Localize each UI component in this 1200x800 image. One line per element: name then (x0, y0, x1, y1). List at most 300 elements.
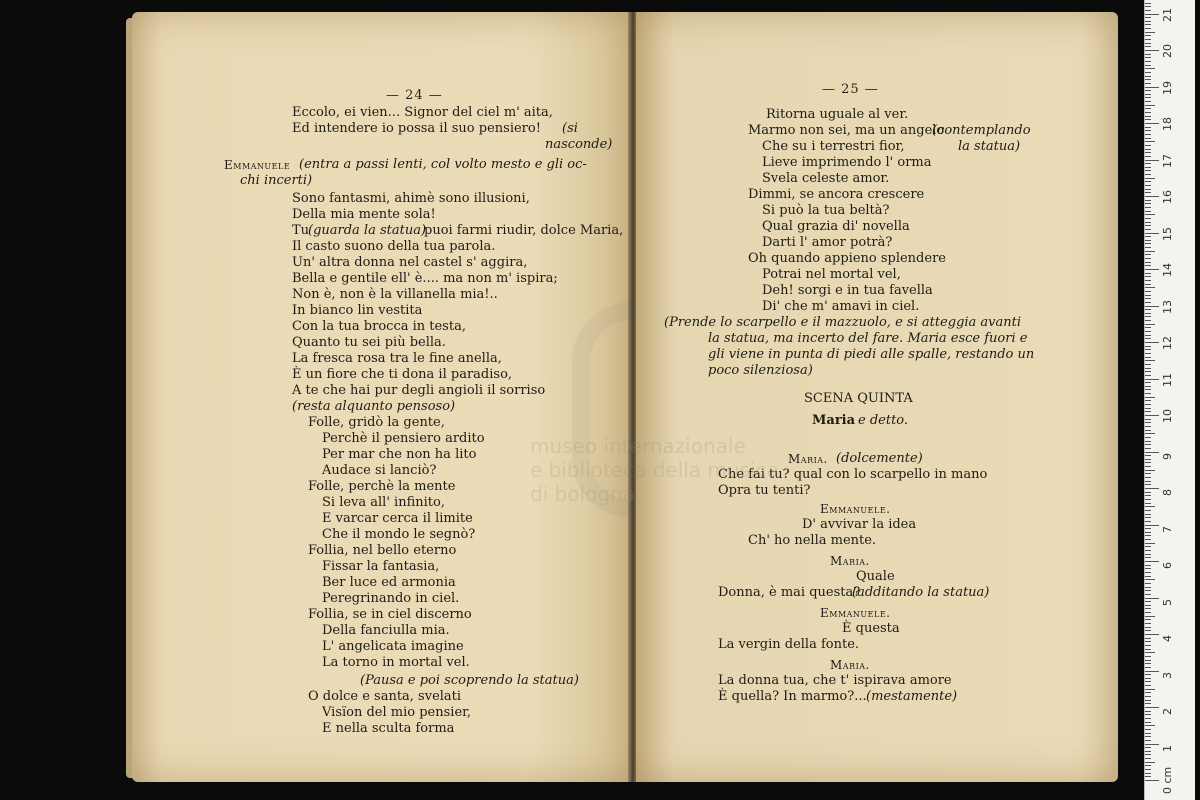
text-line: (Pausa e poi scoprendo la statua) (360, 673, 579, 688)
ruler-unit-label: 0 cm (1161, 766, 1174, 794)
text-line: (mestamente) (866, 689, 958, 704)
ruler-tick (1145, 313, 1151, 314)
ruler-tick (1145, 671, 1159, 672)
ruler-tick (1145, 276, 1151, 277)
text-line: (Prende lo scarpello e il mazzuolo, e si atteggia avanti (664, 315, 1022, 330)
text-line: Bella e gentile ell' è.... ma non m' ispira; (292, 271, 558, 286)
ruler-tick (1145, 156, 1151, 157)
ruler-tick (1145, 389, 1151, 390)
ruler-tick (1145, 754, 1151, 755)
text-line: Peregrinando in ciel. (322, 591, 460, 606)
ruler-tick (1145, 149, 1151, 150)
text-line: Follia, nel bello eterno (308, 543, 457, 558)
ruler-tick (1145, 528, 1151, 529)
ruler-number: 7 (1161, 525, 1174, 533)
ruler-tick (1145, 576, 1151, 577)
text-line: Si può la tua beltà? (762, 203, 890, 218)
ruler-tick (1145, 65, 1151, 66)
ruler-tick (1145, 561, 1159, 562)
ruler-tick (1145, 375, 1151, 376)
ruler-tick (1145, 163, 1151, 164)
ruler-tick (1145, 382, 1151, 383)
ruler-number: 1 (1161, 744, 1174, 752)
ruler-tick (1145, 634, 1159, 635)
left-page (132, 12, 630, 782)
text-line: Folle, gridò la gente, (308, 415, 445, 430)
ruler-tick (1145, 685, 1151, 686)
text-line: Di' che m' amavi in ciel. (762, 299, 920, 314)
ruler-tick (1145, 605, 1151, 606)
text-line: e detto. (858, 413, 909, 428)
ruler-tick (1145, 189, 1151, 190)
ruler-tick (1145, 652, 1155, 653)
ruler-tick (1145, 316, 1151, 317)
ruler-tick (1145, 645, 1151, 646)
ruler-tick (1145, 612, 1151, 613)
ruler-tick (1145, 327, 1151, 328)
text-line: (contemplando (932, 123, 1031, 138)
ruler-tick (1145, 306, 1159, 307)
ruler-tick (1145, 353, 1151, 354)
text-line: La donna tua, che t' ispirava amore (718, 673, 952, 688)
ruler-tick (1145, 331, 1151, 332)
ruler-tick (1145, 455, 1151, 456)
text-line: Quale (856, 569, 895, 584)
ruler-tick (1145, 101, 1151, 102)
ruler-tick (1145, 535, 1151, 536)
ruler-tick (1145, 32, 1155, 33)
ruler-tick (1145, 3, 1151, 4)
ruler-tick (1145, 707, 1159, 708)
ruler-tick (1145, 773, 1151, 774)
ruler-tick (1145, 601, 1151, 602)
ruler-tick (1145, 740, 1151, 741)
text-line: Emmanuele. (820, 606, 891, 620)
text-line: A te che hai pur degli angioli il sorriso (292, 383, 546, 398)
ruler-tick (1145, 160, 1159, 161)
ruler-tick (1145, 185, 1151, 186)
ruler-tick (1145, 72, 1151, 73)
ruler-tick (1145, 484, 1151, 485)
ruler-tick (1145, 495, 1151, 496)
text-line: (additando la statua) (852, 585, 990, 600)
ruler-tick (1145, 262, 1151, 263)
ruler-tick (1145, 638, 1151, 639)
ruler-number: 12 (1161, 336, 1174, 350)
text-line: È questa (842, 621, 900, 636)
ruler-tick (1145, 689, 1155, 690)
open-book (132, 12, 1122, 782)
ruler-tick (1145, 320, 1151, 321)
ruler-number: 11 (1161, 372, 1174, 387)
ruler-tick (1145, 254, 1151, 255)
text-line: Marmo non sei, ma un angelo (748, 123, 945, 138)
text-line: poco silenziosa) (708, 363, 813, 378)
ruler-tick (1145, 35, 1151, 36)
ruler-number: 16 (1161, 190, 1174, 204)
ruler-tick (1145, 769, 1151, 770)
ruler-tick (1145, 714, 1151, 715)
ruler-tick (1145, 116, 1151, 117)
measurement-ruler (1144, 0, 1195, 800)
text-line: puoi farmi riudir, dolce Maria, (424, 223, 624, 238)
ruler-tick (1145, 725, 1155, 726)
ruler-tick (1145, 211, 1151, 212)
ruler-tick (1145, 627, 1151, 628)
text-line: Non è, non è la villanella mia!.. (292, 287, 498, 302)
ruler-tick (1145, 43, 1151, 44)
text-line: Lieve imprimendo l' orma (762, 155, 932, 170)
ruler-tick (1145, 722, 1151, 723)
ruler-tick (1145, 532, 1151, 533)
page-number-right: — 25 — (822, 82, 879, 97)
ruler-tick (1145, 222, 1151, 223)
text-line: In bianco lin vestita (292, 303, 423, 318)
ruler-tick (1145, 663, 1151, 664)
ruler-tick (1145, 517, 1151, 518)
ruler-tick (1145, 444, 1151, 445)
text-line: Visïon del mio pensier, (322, 705, 472, 720)
ruler-tick (1145, 123, 1159, 124)
text-line: Tu (292, 223, 310, 238)
ruler-tick (1145, 105, 1155, 106)
ruler-tick (1145, 776, 1151, 777)
ruler-tick (1145, 229, 1151, 230)
ruler-tick (1145, 477, 1151, 478)
ruler-tick (1145, 583, 1151, 584)
ruler-tick (1145, 265, 1151, 266)
ruler-tick (1145, 269, 1159, 270)
ruler-tick (1145, 462, 1151, 463)
ruler-tick (1145, 393, 1151, 394)
ruler-tick (1145, 83, 1151, 84)
ruler-tick (1145, 94, 1151, 95)
ruler-number: 17 (1161, 153, 1174, 168)
text-line: (dolcemente) (836, 451, 923, 466)
ruler-tick (1145, 579, 1155, 580)
text-line: Che fai tu? qual con lo scarpello in mano (718, 467, 988, 482)
text-line: chi incerti) (240, 173, 313, 188)
ruler-tick (1145, 284, 1151, 285)
ruler-tick (1145, 46, 1151, 47)
text-line: Sono fantasmi, ahimè sono illusioni, (292, 191, 530, 206)
ruler-tick (1145, 87, 1159, 88)
ruler-tick (1145, 514, 1151, 515)
ruler-tick (1145, 112, 1151, 113)
ruler-tick (1145, 170, 1151, 171)
ruler-tick (1145, 236, 1151, 237)
ruler-number: 6 (1161, 562, 1174, 569)
ruler-number: 10 (1161, 409, 1174, 423)
text-line: la statua) (958, 139, 1021, 154)
text-line: Maria. (830, 658, 870, 672)
ruler-tick (1145, 765, 1151, 766)
text-line: E varcar cerca il limite (322, 511, 473, 526)
ruler-tick (1145, 240, 1151, 241)
ruler-tick (1145, 550, 1151, 551)
ruler-tick (1145, 565, 1151, 566)
ruler-number: 8 (1161, 489, 1174, 496)
ruler-tick (1145, 459, 1151, 460)
ruler-number: 5 (1161, 598, 1174, 606)
ruler-tick (1145, 346, 1151, 347)
ruler-tick (1145, 342, 1159, 343)
ruler-tick (1145, 718, 1151, 719)
ruler-tick (1145, 554, 1151, 555)
ruler-tick (1145, 6, 1151, 7)
ruler-tick (1145, 441, 1151, 442)
text-line: Della fanciulla mia. (322, 623, 450, 638)
ruler-tick (1145, 379, 1159, 380)
ruler-tick (1145, 747, 1151, 748)
ruler-tick (1145, 422, 1151, 423)
ruler-tick (1145, 667, 1151, 668)
ruler-tick (1145, 492, 1151, 493)
ruler-tick (1145, 433, 1155, 434)
ruler-tick (1145, 572, 1151, 573)
ruler-tick (1145, 14, 1159, 15)
ruler-tick (1145, 386, 1151, 387)
ruler-tick (1145, 499, 1151, 500)
ruler-tick (1145, 780, 1159, 781)
ruler-tick (1145, 598, 1159, 599)
ruler-number: 14 (1161, 263, 1174, 277)
text-line: Potrai nel mortal vel, (762, 267, 901, 282)
text-line: (entra a passi lenti, col volto mesto e gli oc- (299, 157, 587, 172)
ruler-tick (1145, 349, 1151, 350)
text-line: Audace si lanciò? (322, 463, 437, 478)
text-line: L' angelicata imagine (322, 639, 464, 654)
ruler-tick (1145, 521, 1151, 522)
ruler-tick (1145, 543, 1155, 544)
ruler-tick (1145, 590, 1151, 591)
ruler-tick (1145, 649, 1151, 650)
ruler-tick (1145, 233, 1159, 234)
ruler-tick (1145, 357, 1151, 358)
ruler-tick (1145, 360, 1155, 361)
ruler-tick (1145, 692, 1151, 693)
ruler-tick (1145, 130, 1151, 131)
text-line: Ch' ho nella mente. (748, 533, 877, 548)
text-line: Maria. (788, 452, 828, 466)
text-line: Della mia mente sola! (292, 207, 436, 222)
ruler-tick (1145, 97, 1151, 98)
text-line: La fresca rosa tra le fine anella, (292, 351, 502, 366)
ruler-tick (1145, 510, 1151, 511)
text-line: Un' altra donna nel castel s' aggira, (292, 255, 528, 270)
text-line: D' avvivar la idea (802, 517, 917, 532)
text-line: nasconde) (545, 137, 613, 152)
watermark-line: museo internazionale (530, 434, 746, 458)
ruler-tick (1145, 273, 1151, 274)
ruler-tick (1145, 448, 1151, 449)
text-line: La vergin della fonte. (718, 637, 860, 652)
ruler-tick (1145, 546, 1151, 547)
text-line: Emmanuele. (820, 502, 891, 516)
watermark-line: di bologna (530, 482, 635, 506)
text-line: Si leva all' infinito, (322, 495, 445, 510)
ruler-tick (1145, 291, 1151, 292)
text-line: Emmanuele (224, 158, 291, 172)
ruler-number: 2 (1161, 708, 1174, 715)
ruler-tick (1145, 656, 1151, 657)
text-line: (guarda la statua) (308, 223, 427, 238)
ruler-tick (1145, 298, 1151, 299)
ruler-tick (1145, 711, 1151, 712)
ruler-tick (1145, 641, 1151, 642)
ruler-tick (1145, 287, 1155, 288)
ruler-tick (1145, 408, 1151, 409)
text-line: SCENA QUINTA (804, 391, 913, 406)
ruler-tick (1145, 466, 1151, 467)
ruler-tick (1145, 525, 1159, 526)
ruler-tick (1145, 61, 1151, 62)
text-line: Perchè il pensiero ardito (322, 431, 485, 446)
text-line: È un fiore che ti dona il paradiso, (292, 367, 513, 382)
ruler-tick (1145, 174, 1151, 175)
text-line: Deh! sorgi e in tua favella (762, 283, 933, 298)
ruler-tick (1145, 338, 1151, 339)
ruler-tick (1145, 557, 1151, 558)
ruler-tick (1145, 681, 1151, 682)
text-line: Oh quando appieno splendere (748, 251, 946, 266)
text-line: (resta alquanto pensoso) (292, 399, 456, 414)
ruler-tick (1145, 703, 1151, 704)
ruler-tick (1145, 397, 1155, 398)
ruler-number: 3 (1161, 671, 1174, 679)
ruler-tick (1145, 258, 1151, 259)
ruler-tick (1145, 200, 1151, 201)
text-line: Ber luce ed armonia (322, 575, 456, 590)
ruler-tick (1145, 700, 1151, 701)
ruler-number: 9 (1161, 452, 1174, 460)
ruler-tick (1145, 141, 1155, 142)
text-line: Svela celeste amor. (762, 171, 890, 186)
text-line: Donna, è mai questa? (718, 585, 861, 600)
ruler-tick (1145, 90, 1151, 91)
ruler-tick (1145, 54, 1151, 55)
text-line: Follia, se in ciel discerno (308, 607, 472, 622)
ruler-tick (1145, 616, 1155, 617)
ruler-tick (1145, 368, 1151, 369)
ruler-tick (1145, 79, 1151, 80)
ruler-number: 18 (1161, 117, 1174, 131)
ruler-tick (1145, 324, 1155, 325)
ruler-tick (1145, 214, 1155, 215)
ruler-tick (1145, 39, 1151, 40)
ruler-tick (1145, 152, 1151, 153)
ruler-tick (1145, 371, 1151, 372)
ruler-tick (1145, 419, 1151, 420)
ruler-tick (1145, 594, 1151, 595)
ruler-tick (1145, 506, 1155, 507)
ruler-tick (1145, 587, 1151, 588)
right-page (636, 12, 1118, 782)
ruler-tick (1145, 21, 1151, 22)
text-line: gli viene in punta di piedi alle spalle, restando un (708, 347, 1035, 362)
ruler-tick (1145, 452, 1159, 453)
ruler-tick (1145, 674, 1151, 675)
ruler-tick (1145, 68, 1155, 69)
ruler-number: 15 (1161, 226, 1174, 241)
ruler-tick (1145, 134, 1151, 135)
ruler-tick (1145, 119, 1151, 120)
ruler-tick (1145, 630, 1151, 631)
ruler-tick (1145, 145, 1151, 146)
text-line: Maria (812, 413, 856, 428)
ruler-tick (1145, 167, 1151, 168)
ruler-tick (1145, 247, 1151, 248)
ruler-tick (1145, 225, 1151, 226)
ruler-tick (1145, 57, 1151, 58)
ruler-tick (1145, 660, 1151, 661)
ruler-tick (1145, 733, 1151, 734)
ruler-tick (1145, 364, 1151, 365)
ruler-tick (1145, 751, 1151, 752)
ruler-tick (1145, 17, 1151, 18)
ruler-number: 13 (1161, 299, 1174, 314)
text-line: Quanto tu sei più bella. (292, 335, 446, 350)
ruler-tick (1145, 309, 1151, 310)
watermark-line: e biblioteca della musica (530, 458, 779, 482)
ruler-number: 4 (1161, 635, 1174, 642)
ruler-tick (1145, 50, 1159, 51)
ruler-tick (1145, 503, 1151, 504)
ruler-tick (1145, 736, 1151, 737)
text-line: la statua, ma incerto del fare. Maria esce fuori e (708, 331, 1028, 346)
text-line: Fissar la fantasia, (322, 559, 440, 574)
text-line: È quella? In marmo?... (718, 689, 867, 704)
ruler-tick (1145, 192, 1151, 193)
ruler-tick (1145, 762, 1155, 763)
ruler-tick (1145, 138, 1151, 139)
ruler-tick (1145, 608, 1151, 609)
ruler-tick (1145, 400, 1151, 401)
text-line: Darti l' amor potrà? (762, 235, 893, 250)
text-line: Ritorna uguale al ver. (766, 107, 909, 122)
ruler-tick (1145, 178, 1155, 179)
ruler-tick (1145, 696, 1151, 697)
ruler-tick (1145, 302, 1151, 303)
ruler-number: 21 (1161, 7, 1174, 22)
ruler-tick (1145, 295, 1151, 296)
ruler-tick (1145, 108, 1151, 109)
text-line: E nella sculta forma (322, 721, 455, 736)
page-number-left: — 24 — (386, 88, 443, 103)
ruler-tick (1145, 218, 1151, 219)
ruler-tick (1145, 568, 1151, 569)
ruler-tick (1145, 181, 1151, 182)
ruler-tick (1145, 678, 1151, 679)
ruler-tick (1145, 481, 1151, 482)
ruler-tick (1145, 729, 1151, 730)
text-line: La torno in mortal vel. (322, 655, 470, 670)
text-line: Opra tu tenti? (718, 483, 811, 498)
ruler-tick (1145, 411, 1151, 412)
ruler-tick (1145, 24, 1151, 25)
text-line: Qual grazia di' novella (762, 219, 910, 234)
ruler-number: 20 (1161, 44, 1174, 58)
ruler-tick (1145, 426, 1151, 427)
ruler-tick (1145, 539, 1151, 540)
ruler-tick (1145, 76, 1151, 77)
ruler-tick (1145, 196, 1159, 197)
text-line: Ed intendere io possa il suo pensiero! (292, 121, 541, 136)
ruler-tick (1145, 619, 1151, 620)
ruler-tick (1145, 430, 1151, 431)
text-line: Che il mondo le segnò? (322, 527, 476, 542)
text-line: Eccolo, ei vien... Signor del ciel m' aita, (292, 105, 553, 120)
